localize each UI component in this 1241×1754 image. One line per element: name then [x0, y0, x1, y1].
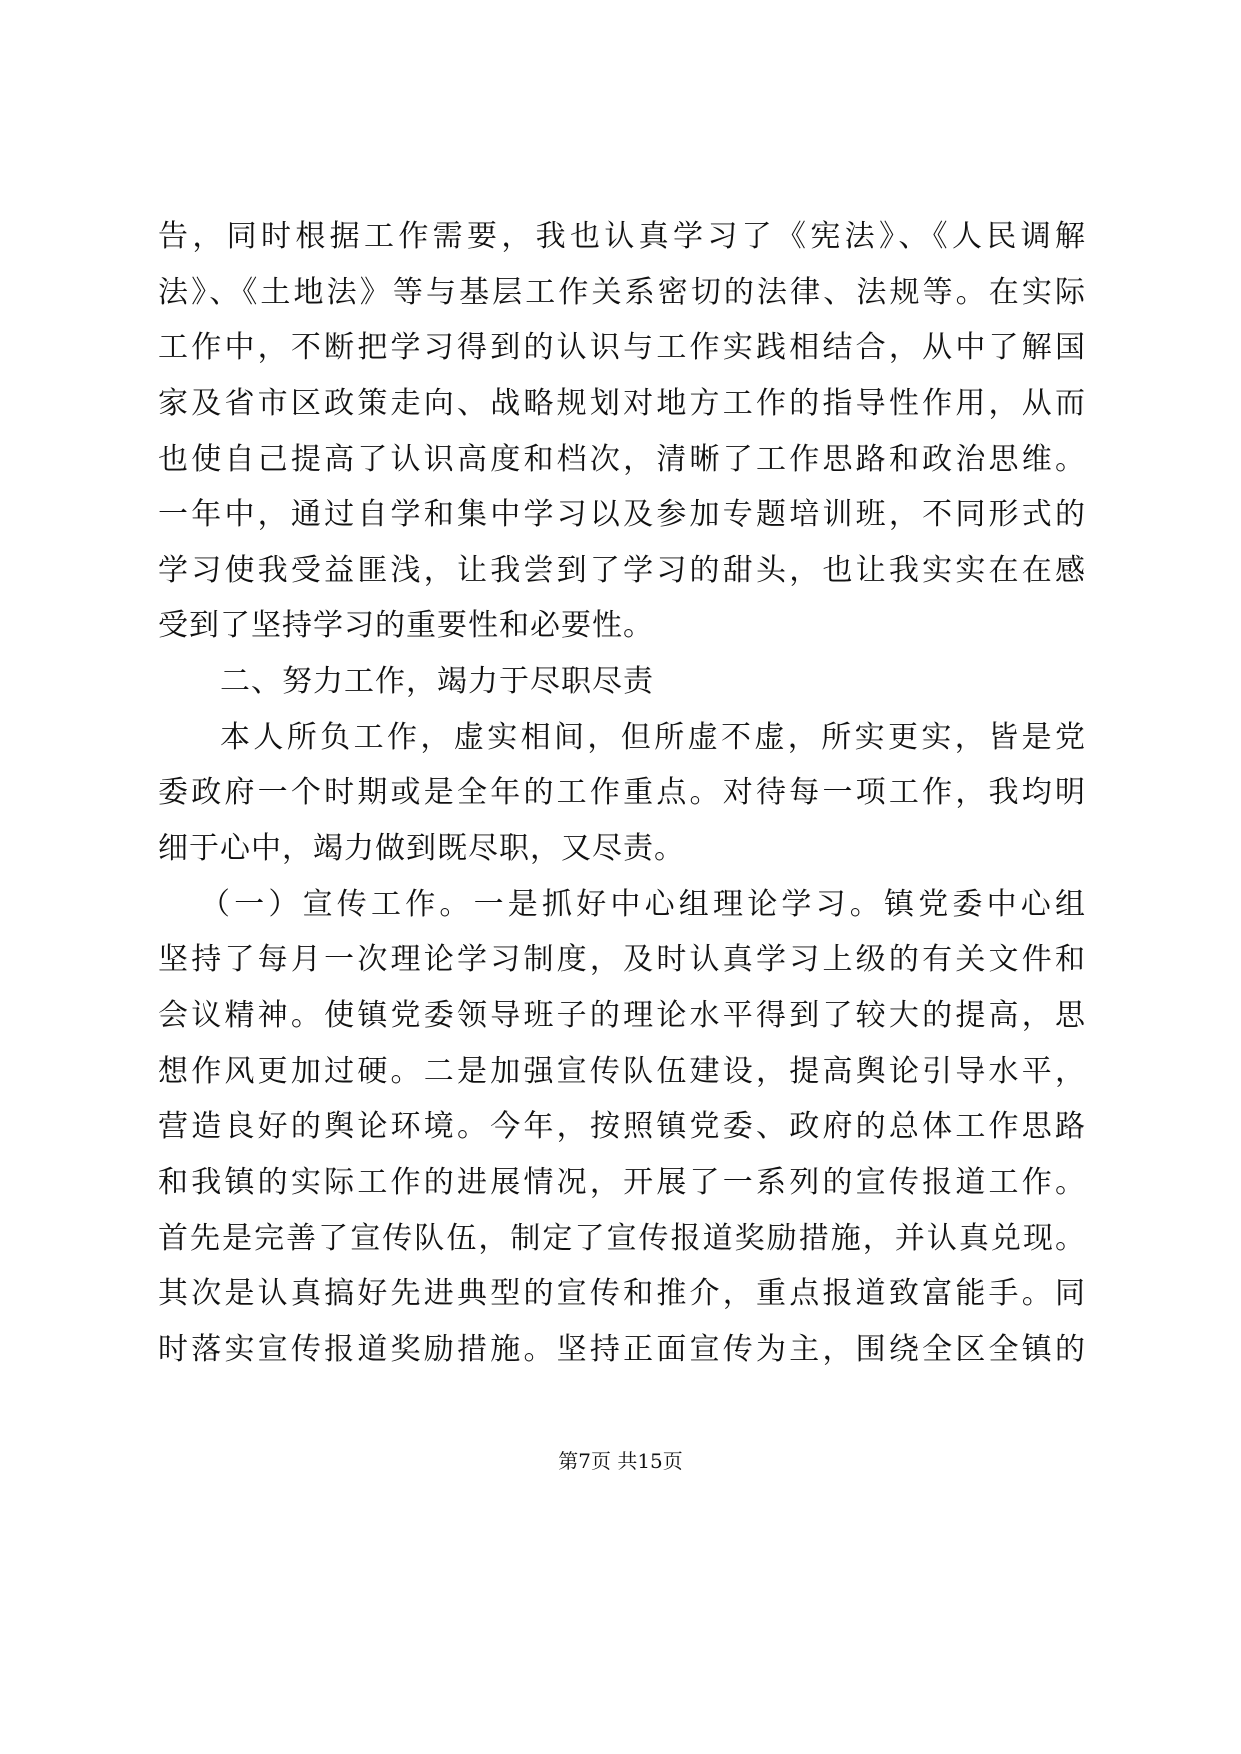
text-line: （一）宣传工作。一是抓好中心组理论学习。镇党委中心组	[200, 886, 1086, 922]
text-line: 也使自己提高了认识高度和档次，清晰了工作思路和政治思维。	[158, 441, 1086, 477]
section-heading: 二、努力工作，竭力于尽职尽责	[220, 664, 654, 700]
text-line: 和我镇的实际工作的进展情况，开展了一系列的宣传报道工作。	[158, 1164, 1086, 1200]
text-line: 受到了坚持学习的重要性和必要性。	[158, 608, 654, 644]
body-text	[158, 209, 1086, 1377]
text-line: 营造良好的舆论环境。今年，按照镇党委、政府的总体工作思路	[158, 1109, 1086, 1145]
text-line: 细于心中，竭力做到既尽职，又尽责。	[158, 831, 685, 867]
text-line: 想作风更加过硬。二是加强宣传队伍建设，提高舆论引导水平，	[158, 1053, 1086, 1089]
text-line: 家及省市区政策走向、战略规划对地方工作的指导性作用，从而	[158, 385, 1086, 421]
text-line: 学习使我受益匪浅，让我尝到了学习的甜头，也让我实实在在感	[158, 552, 1086, 588]
text-line: 法》、《土地法》等与基层工作关系密切的法律、法规等。在实际	[158, 274, 1086, 310]
text-line: 时落实宣传报道奖励措施。坚持正面宣传为主，围绕全区全镇的	[158, 1331, 1086, 1367]
text-line: 本人所负工作，虚实相间，但所虚不虚，所实更实，皆是党	[220, 719, 1086, 755]
text-line: 首先是完善了宣传队伍，制定了宣传报道奖励措施，并认真兑现。	[158, 1220, 1086, 1256]
text-line: 会议精神。使镇党委领导班子的理论水平得到了较大的提高，思	[158, 997, 1086, 1033]
text-line: 告，同时根据工作需要，我也认真学习了《宪法》、《人民调解	[158, 219, 1086, 254]
text-line: 坚持了每月一次理论学习制度，及时认真学习上级的有关文件和	[158, 942, 1086, 978]
text-line: 其次是认真搞好先进典型的宣传和推介，重点报道致富能手。同	[158, 1276, 1086, 1312]
page-footer: 第7页 共15页	[558, 1449, 683, 1473]
text-line: 委政府一个时期或是全年的工作重点。对待每一项工作，我均明	[158, 775, 1086, 811]
text-line: 工作中，不断把学习得到的认识与工作实践相结合，从中了解国	[158, 330, 1086, 366]
text-line: 一年中，通过自学和集中学习以及参加专题培训班，不同形式的	[158, 497, 1086, 533]
